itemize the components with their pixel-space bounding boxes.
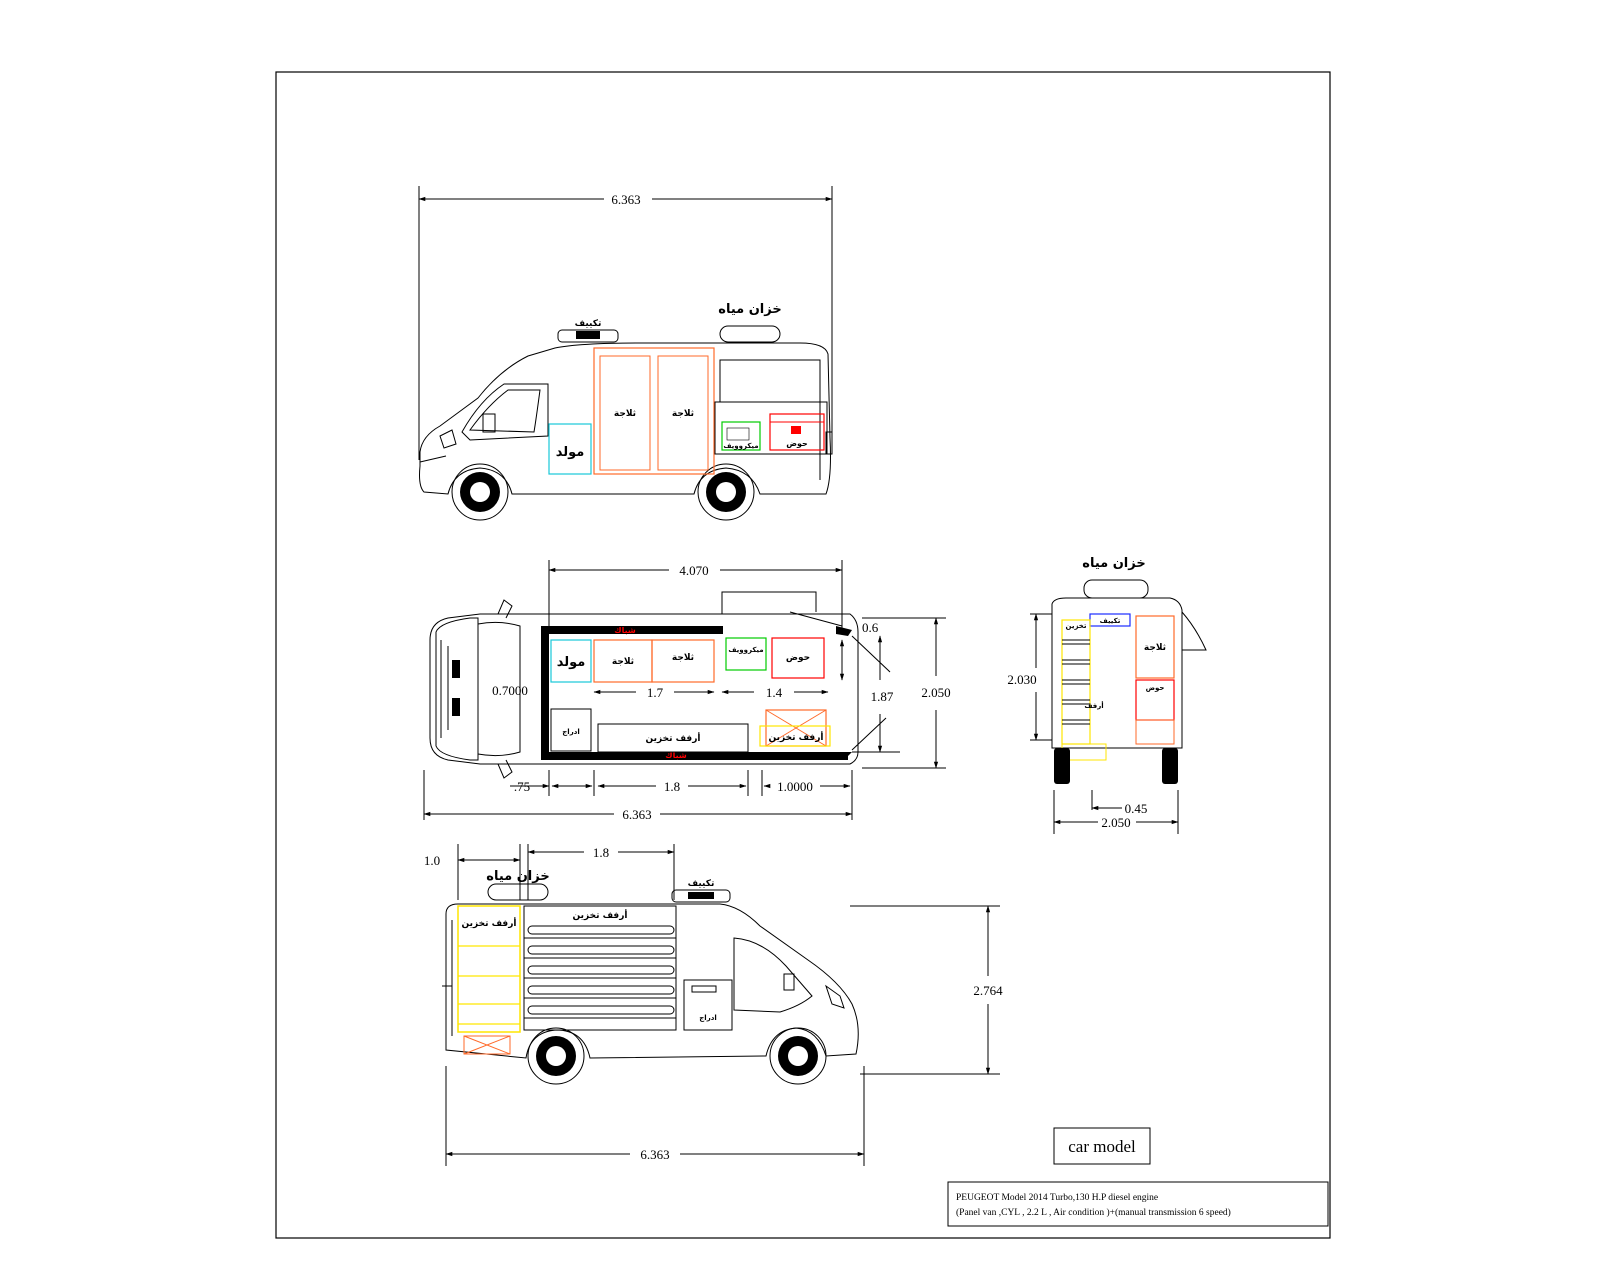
svg-text:حوض: حوض: [785, 653, 811, 663]
plan-rear-section-dim: 1.0000: [777, 779, 813, 794]
left-shelf-width-dim: 1.8: [592, 845, 610, 860]
side-top-tank-label: خزان مياه: [718, 302, 782, 317]
svg-text:حوض: حوض: [1145, 684, 1165, 692]
side-view-right: [419, 186, 832, 520]
side-top-length-dim: 6.363: [611, 192, 641, 207]
left-drawer: [684, 980, 732, 1030]
svg-text:تخزين: تخزين: [1065, 622, 1087, 630]
plan-cabinets-dim: 1.7: [646, 685, 664, 700]
left-ladder-width-dim: 1.0: [423, 853, 441, 868]
svg-text:أرفف تخزين: أرفف تخزين: [645, 734, 701, 744]
svg-text:أرفف تخزين: أرفف تخزين: [461, 919, 517, 929]
svg-text:ثلاجة: ثلاجة: [1143, 643, 1167, 653]
svg-text:حوض: حوض: [786, 439, 808, 448]
svg-text:ثلاجة: ثلاجة: [671, 409, 695, 419]
title-line-2: (Panel van ,CYL , 2.2 L , Air condition )+(manual transmission 6 speed): [956, 1208, 1231, 1218]
plan-inner-height-dim: 1.87: [870, 689, 894, 704]
left-height-dim: 2.764: [973, 983, 1003, 998]
svg-text:ثلاجة: ثلاجة: [671, 653, 695, 663]
plan-interior-length-dim: 4.070: [679, 563, 709, 578]
left-shelves: [524, 906, 676, 1030]
plan-oven: [726, 638, 766, 670]
plan-inner-width-dim: 0.7000: [492, 683, 528, 698]
plan-overall-length-dim: 6.363: [622, 807, 652, 822]
svg-text:ادراج: ادراج: [562, 728, 580, 736]
title-line-1: PEUGEOT Model 2014 Turbo,130 H.P diesel engine: [956, 1193, 1159, 1203]
rear-width-dim: 2.050: [1101, 815, 1131, 830]
svg-text:ميكروويف: ميكروويف: [723, 442, 759, 450]
rear-view: [1007, 556, 1206, 834]
side-top-ac-label: تكييف: [574, 319, 602, 329]
plan-view: [424, 560, 951, 822]
plan-rear-step-dim: 0.6: [862, 620, 879, 635]
side-top-cabinet-frame: [594, 348, 714, 474]
rear-height-dim: 2.030: [1007, 672, 1037, 687]
left-length-dim: 6.363: [640, 1147, 670, 1162]
svg-text:ادراج: ادراج: [699, 1014, 717, 1022]
svg-text:أرفف: أرفف: [1084, 702, 1104, 710]
plan-counter-dim: 1.4: [765, 685, 783, 700]
left-tank-label: خزان مياه: [486, 869, 550, 884]
car-model-label: car model: [1068, 1137, 1136, 1156]
plan-shelf-dim: 1.8: [663, 779, 681, 794]
svg-text:ثلاجة: ثلاجة: [611, 657, 635, 667]
svg-text:ميكروويف: ميكروويف: [728, 646, 764, 654]
plan-front-offset-dim: .75: [513, 779, 531, 794]
plan-window-top-label: شباك: [614, 626, 636, 635]
rear-tank-label: خزان مياه: [1082, 556, 1146, 571]
svg-text:مولد: مولد: [555, 445, 585, 460]
title-block: [948, 1182, 1328, 1226]
svg-text:أرفف تخزين: أرفف تخزين: [572, 911, 628, 921]
rear-shelf-column: [1062, 620, 1090, 744]
rear-step-dim: 0.45: [1124, 801, 1148, 816]
plan-window-bottom-label: شباك: [665, 751, 687, 760]
svg-text:ثلاجة: ثلاجة: [613, 409, 637, 419]
svg-text:أرفف تخزين: أرفف تخزين: [768, 733, 824, 743]
plan-overall-width-dim: 2.050: [921, 685, 951, 700]
svg-text:تكييف: تكييف: [1099, 617, 1121, 625]
svg-text:مولد: مولد: [556, 655, 586, 670]
side-view-left: [424, 844, 1003, 1166]
left-ac-label: تكييف: [687, 879, 715, 889]
